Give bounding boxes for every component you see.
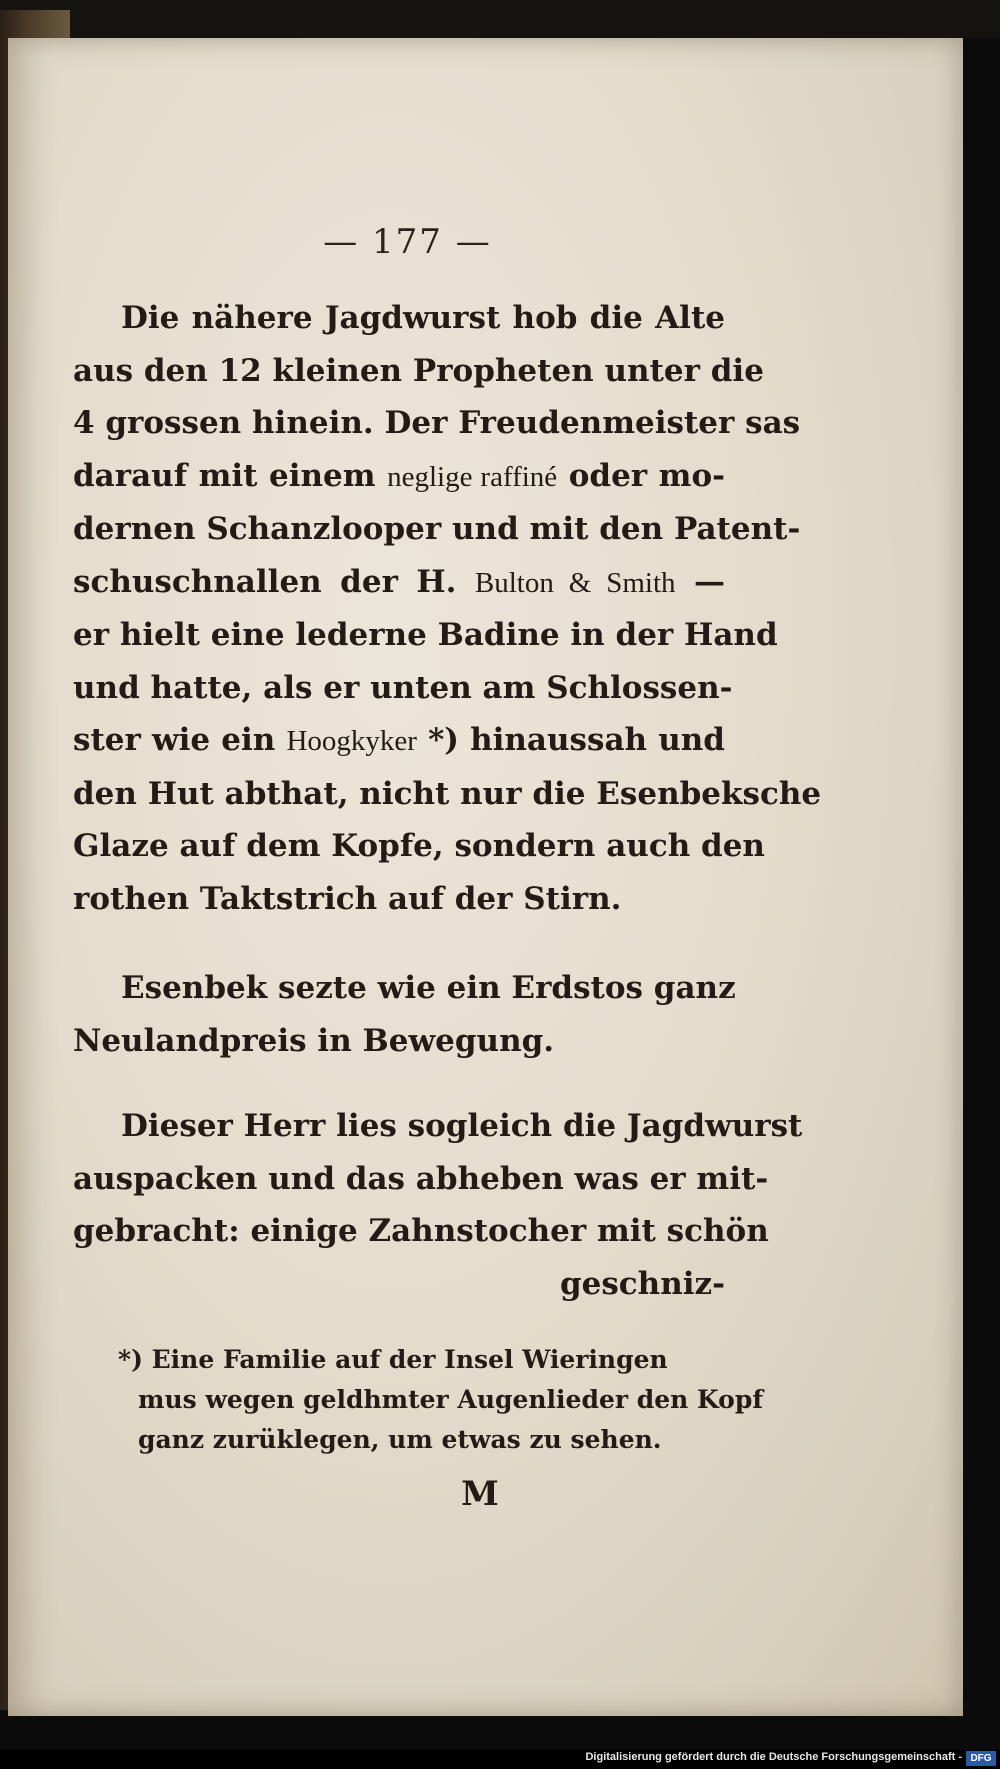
latin-text-run: Hoogkyker	[286, 725, 417, 757]
text-run: ster wie ein	[73, 722, 287, 758]
text-line: und hatte, als er unten am Schlossen-	[73, 669, 733, 706]
paragraph-3	[73, 1100, 803, 1310]
text-line: den Hut abthat, nicht nur die Esenbeksche	[73, 775, 822, 812]
text-line: geschniz-	[559, 1265, 725, 1302]
footnote-line: mus wegen geldhmter Augenlieder den Kopf	[138, 1385, 764, 1414]
footnote-line: *) Eine Familie auf der Insel Wieringen	[118, 1345, 668, 1374]
text-line: Esenbek sezte wie ein Erdstos ganz	[121, 970, 736, 1006]
text-line	[73, 556, 725, 610]
latin-text-run: Bulton & Smith	[474, 566, 676, 599]
text-line: Die nähere Jagdwurst hob die Alte	[121, 300, 725, 336]
text-line: Glaze auf dem Kopfe, sondern auch den	[73, 828, 765, 864]
text-line	[73, 450, 725, 504]
text-line: Neulandpreis in Bewegung.	[73, 1022, 555, 1059]
paragraph-1	[73, 292, 822, 925]
text-line: aus den 12 kleinen Propheten unter die	[73, 352, 764, 389]
text-run: darauf mit einem	[73, 457, 388, 494]
text-run: *) hinaussah und	[416, 722, 725, 758]
text-line	[73, 714, 725, 768]
text-line: rothen Taktstrich auf der Stirn.	[73, 880, 622, 917]
text-line: auspacken und das abheben was er mit-	[73, 1160, 769, 1197]
text-line: er hielt eine lederne Badine in der Hand	[73, 617, 778, 653]
text-run: oder mo-	[557, 457, 725, 494]
text-line: Dieser Herr lies sogleich die Jagdwurst	[121, 1108, 803, 1144]
text-line: gebracht: einige Zahnstocher mit schön	[73, 1213, 769, 1249]
text-line: 4 grossen hinein. Der Freudenmeister sas	[73, 405, 801, 441]
text-line: dernen Schanzlooper und mit den Patent-	[73, 511, 801, 547]
page-number: — 177 —	[323, 222, 492, 262]
paragraph-2	[73, 962, 736, 1067]
scan-top-edge	[0, 0, 1000, 38]
digitization-credit: Digitalisierung gefördert durch die Deutsche Forschungsgemeinschaft -	[585, 1751, 962, 1763]
dfg-logo-icon: DFG	[966, 1751, 996, 1766]
footnote-line: ganz zurüklegen, um etwas zu sehen.	[138, 1425, 662, 1454]
latin-text-run: neglige raffiné	[387, 460, 558, 493]
text-run: schuschnallen der H.	[73, 563, 475, 600]
signature-mark: M	[461, 1474, 499, 1514]
footnote	[118, 1340, 764, 1460]
text-run: —	[675, 563, 725, 600]
